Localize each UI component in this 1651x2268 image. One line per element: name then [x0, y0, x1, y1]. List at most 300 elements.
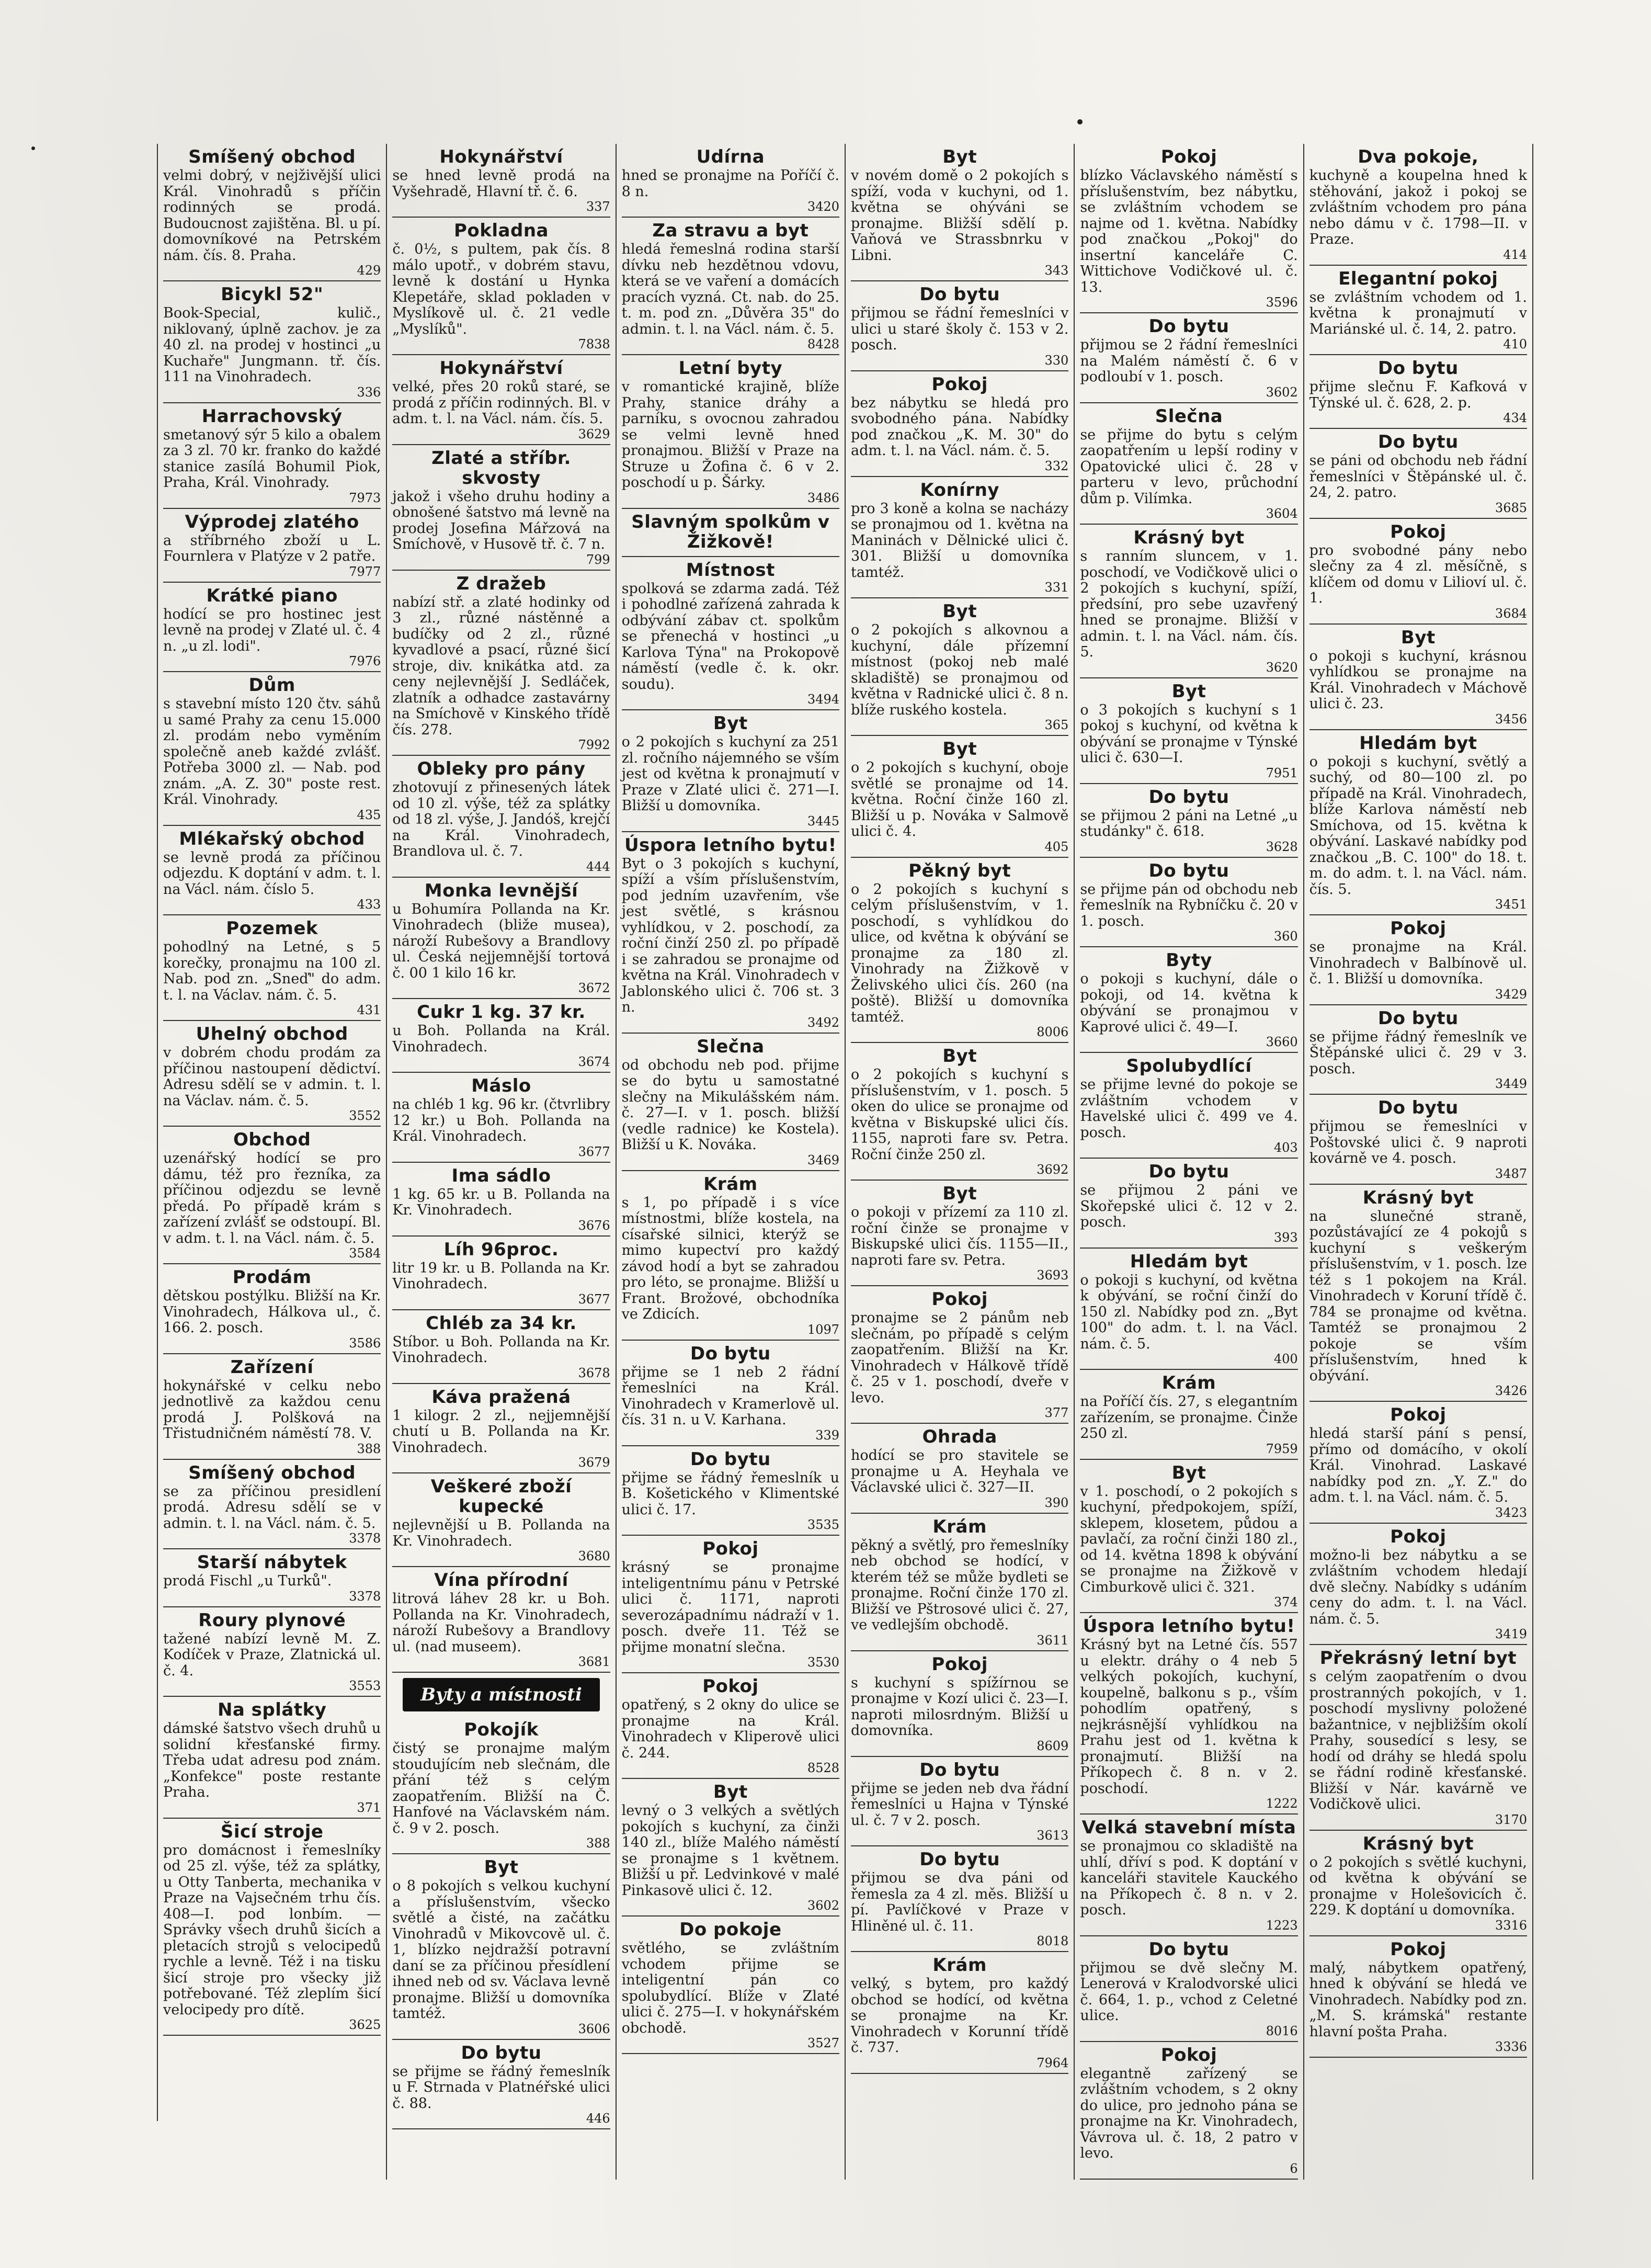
classified-ad	[392, 1854, 610, 2040]
ad-text: se přijmou 2 páni ve Skořepské ulici č. 12 v 2. posch.	[1080, 1182, 1298, 1230]
classified-ad	[622, 1917, 839, 2054]
ad-text: bez nábytku se hledá pro svobodného pána. Nabídky pod značkou „K. M. 30" do adm. t. l. na Václ. nám. č. 5.	[851, 394, 1069, 459]
ad-title: Pokoj	[1390, 1526, 1447, 1547]
classified-ad	[851, 598, 1068, 736]
ad-title: Byt	[942, 1046, 977, 1067]
ad-title: Konírny	[920, 479, 999, 501]
ad-title: Cukr 1 kg. 37 kr.	[417, 1002, 586, 1023]
classified-ad	[1080, 1460, 1297, 1614]
ad-title: Do bytu	[1148, 786, 1229, 808]
ad-title: Výprodej zlatého	[185, 511, 359, 532]
ad-number: 7977	[349, 564, 381, 579]
ad-text: světlého, se zvláštním vchodem přijme se inteligentní pán co spolubydlící. Blíže v Zlaté ulici č. 275—I. v hokynářském obchodě.	[621, 1940, 839, 2036]
ad-title: Krám	[932, 1955, 987, 1976]
classified-ad	[851, 1514, 1068, 1651]
ad-title: Smíšený obchod	[188, 146, 356, 167]
ad-title: Krátké piano	[206, 585, 338, 606]
ad-text: o pokoji v přízemí za 110 zl. roční činže se pronajme v Biskupské ulici čís. 1155—II., naproti fare sv. Petra.	[851, 1204, 1069, 1268]
ad-number: 3584	[349, 1246, 381, 1261]
ad-text: přijmou se řádní řemeslníci v ulici u staré školy č. 153 v 2. posch.	[851, 305, 1069, 353]
ad-title: Do bytu	[919, 1759, 1000, 1781]
ad-title: Do bytu	[1377, 358, 1459, 379]
ad-title: Místnost	[686, 559, 775, 581]
ad-text: nejlevnější u B. Pollanda na Kr. Vinohradech.	[392, 1517, 610, 1549]
classified-ad	[1080, 1159, 1297, 1249]
ad-number: 1223	[1266, 1918, 1298, 1933]
ad-number: 446	[586, 2111, 610, 2126]
ad-number: 405	[1044, 839, 1069, 854]
ad-text: na slunečné straně, pozůstávající ze 4 pokojů s kuchyní s veškerým příslušenstvím, v 1. posch. lze též s 1 pokojem na Král. Vinohradech v Koruní třídě č. 784 se pronajme od května. Tamtéž se pronajmou 2 pokoje se vším příslušenstvím, hned k obývání.	[1309, 1208, 1527, 1384]
ad-number: 388	[357, 1441, 381, 1456]
section-banner: Byty a místnosti	[403, 1678, 599, 1711]
classified-ad	[851, 371, 1068, 477]
classified-ad	[851, 1043, 1068, 1181]
classified-ad	[1080, 1815, 1297, 1936]
ad-number: 3170	[1495, 1812, 1527, 1827]
ad-number: 3680	[578, 1549, 610, 1563]
classified-ad	[1310, 1095, 1527, 1185]
ad-title: Prodám	[232, 1267, 312, 1288]
ad-number: 377	[1044, 1405, 1069, 1420]
classified-ad	[1310, 625, 1527, 730]
ad-title: Byt	[942, 601, 977, 622]
ad-title: Pokojík	[464, 1719, 539, 1740]
ad-title: Starší nábytek	[197, 1552, 347, 1573]
classified-ad	[163, 915, 381, 1021]
ad-text: zhotovují z přinesených látek od 10 zl. výše, též za splátky od 18 zl. výše, J. Jandóš, krejčí na Král. Vinohradech, Brandlova ul. č. 7.	[392, 779, 610, 859]
ad-text: od obchodu neb pod. přijme se do bytu u samostatné slečny na Mikulášském nám. č. 27—I. v 1. posch. bližší (vedle radnice) ke Kostela). Bližší u K. Nováka.	[621, 1057, 839, 1153]
ad-title: Hledám byt	[1130, 1251, 1248, 1272]
ad-text: přijme se 1 neb 2 řádní řemeslníci na Král. Vinohradech v Kramerlově ul. čís. 31 n. u V. Karhana.	[621, 1364, 839, 1428]
ad-title: Do bytu	[1148, 860, 1229, 881]
classified-ad	[1310, 266, 1527, 356]
ad-title: Máslo	[471, 1075, 531, 1096]
ad-number: 8016	[1266, 2023, 1298, 2038]
classified-ad	[163, 144, 381, 281]
ad-number: 3420	[807, 199, 839, 214]
classified-ad	[163, 1021, 381, 1127]
classified-ad	[1080, 1249, 1297, 1370]
ad-title: Do bytu	[1148, 1161, 1229, 1182]
ad-title: Zařízení	[230, 1356, 314, 1378]
ad-text: opatřený, s 2 okny do ulice se pronajme na Král. Vinohradech v Kliperově ulici č. 244.	[621, 1697, 839, 1761]
classified-ad	[163, 1607, 381, 1697]
ad-number: 3684	[1495, 606, 1527, 621]
ad-number: 3611	[1037, 1632, 1069, 1648]
ad-text: levný o 3 velkých a světlých pokojích s kuchyní, za činži 140 zl., blíže Malého náměstí se pronajme s 1 květnem. Bližší u př. Ledvinkové v malé Pinkasově ulici č. 12.	[621, 1802, 839, 1899]
ad-column	[158, 144, 387, 2180]
ad-text: o 8 pokojích s velkou kuchyní a příslušenstvím, všecko světlé a čisté, na začátku Vinohradů v Mikovcově ul. č. 1, blízko nejdražší potravní daní se za příčinou přesídlení ihned neb od sv. Václava levně pronajme. Bližší u domovníka tamtéž.	[392, 1878, 610, 2022]
ad-text: přijme slečnu F. Kafková v Týnské ul. č. 628, 2. p.	[1309, 379, 1527, 411]
classified-ad	[622, 355, 839, 509]
classified-ad	[1080, 525, 1297, 678]
ad-text: se přijme se řádný řemeslník u F. Strnada v Platnéřské ulici č. 88.	[392, 2063, 610, 2112]
ad-title: Hokynářství	[439, 146, 563, 167]
ad-number: 6	[1290, 2161, 1298, 2176]
ad-title: Pokoj	[931, 1653, 988, 1675]
ad-title: Ima sádlo	[451, 1165, 551, 1186]
ad-text: hodící se pro stavitele se pronajme u A. Heyhala ve Václavské ulici č. 327—II.	[851, 1447, 1069, 1495]
ad-number: 433	[357, 897, 381, 912]
classified-ad	[1310, 1645, 1527, 1831]
classified-ad	[622, 1446, 839, 1536]
ad-column	[1075, 144, 1304, 2180]
ad-text: prodá Fischl „u Turků".	[163, 1573, 332, 1589]
ad-text: se přijme do bytu s celým zaopatřením u lepší rodiny v Opatovické ulici č. 28 v parteru v levo, průchodní dům p. Vilímka.	[1080, 426, 1298, 507]
ad-title: Harrachovský	[201, 405, 343, 427]
classified-ad	[163, 281, 381, 403]
ad-title: Pokoj	[702, 1676, 759, 1697]
classified-ad	[392, 1567, 610, 1673]
ad-title: Roury plynové	[198, 1609, 346, 1631]
classified-ad	[392, 1310, 610, 1384]
ad-title: Do bytu	[1148, 1938, 1229, 1960]
ad-number: 8528	[807, 1761, 839, 1775]
ad-text: Stíbor. u Boh. Pollanda na Kr. Vinohradech.	[392, 1333, 610, 1366]
classified-ad	[1080, 403, 1297, 525]
ad-number: 393	[1273, 1230, 1298, 1245]
classified-ad	[851, 281, 1068, 371]
ad-title: Pokoj	[931, 373, 988, 395]
classified-ad	[622, 710, 839, 832]
classified-ad	[1310, 1524, 1527, 1646]
ad-title: Monka levnější	[424, 880, 578, 901]
ad-title: Byt	[942, 739, 977, 759]
ad-title: Dva pokoje,	[1358, 146, 1479, 167]
classified-ad	[622, 1034, 839, 1171]
ad-text: a stříbrného zboží u L. Fournlera v Platýze v 2 patře.	[163, 532, 381, 564]
ad-title: Do bytu	[461, 2042, 542, 2063]
ad-title: Krásný byt	[1362, 1833, 1474, 1854]
ad-title: Byt	[942, 146, 977, 167]
classified-ad	[1080, 144, 1297, 313]
ad-number: 403	[1273, 1140, 1298, 1155]
ad-text: s stavební místo 120 čtv. sáhů u samé Prahy za cenu 15.000 zl. prodám nebo vyměním společně aneb každé zvlášť. Potřeba 3000 zl. — Nab. pod znám. „A. Z. 30" poste rest. Král. Vinohrady.	[163, 696, 381, 808]
ad-text: se pronajme na Král. Vinohradech v Balbínově ul. č. 1. Bližší u domovníka.	[1309, 939, 1527, 987]
ad-title: Letní byty	[678, 358, 783, 379]
ad-number: 3660	[1266, 1035, 1298, 1049]
ad-text: Byt o 3 pokojích s kuchyní, spíží a vším příslušenstvím, pod jedním uzavřením, vše jest světlé, s krásnou vyhlídkou, v 2. poschodí, za roční činží 250 zl. po případě i se zahradou se pronajme od května na Král. Vinohradech v Jablonského ulici č. 706 st. 3 n.	[621, 855, 839, 1015]
classified-ad	[851, 144, 1068, 281]
ad-title: Do bytu	[1148, 316, 1229, 337]
classified-ad	[1080, 313, 1297, 403]
ad-number: 429	[357, 263, 381, 278]
ad-title: Úspora letního bytu!	[1083, 1616, 1295, 1637]
ad-title: Spolubydlící	[1126, 1056, 1252, 1076]
ad-number: 3606	[578, 2021, 610, 2036]
ad-text: hned se pronajme na Poříčí č. 8 n.	[621, 167, 839, 200]
ad-text: u Boh. Pollanda na Král. Vinohradech.	[392, 1023, 610, 1055]
ad-text: s 1, po případě i s více místnostmi, blíže kostela, na císařské silnici, kterýž se mimo kupectví pro každý závod hodí a byt se zahradou pro léto, se pronajme. Bližší u Frant. Brožové, obchodníka ve Zdicích.	[621, 1194, 839, 1322]
ad-text: pohodlný na Letné, s 5 korečky, pronajmu na 100 zl. Nab. pod zn. „Sneď" do adm. t. l. na Václav. nám. č. 5.	[163, 939, 381, 1003]
classified-ad	[1310, 1936, 1527, 2058]
classified-ad	[622, 557, 839, 711]
ad-text: elegantně zařízený se zvláštním vchodem, s 2 okny do ulice, pro jednoho pána se pronajme na Kr. Vinohradech, Vávrova ul. č. 18, 2 patro v levo.	[1080, 2065, 1298, 2161]
ad-text: v 1. poschodí, o 2 pokojích s kuchyní, předpokojem, spíží, sklepem, klosetem, půdou a pavlačí, za roční činži 180 zl., od 14. května 1898 k obývání se pronajme na Žižkově v Cimburkově ulici č. 321.	[1080, 1483, 1298, 1595]
ad-number: 332	[1044, 458, 1069, 473]
classified-ad	[392, 756, 610, 878]
ad-text: litrová láhev 28 kr. u Boh. Pollanda na Kr. Vinohradech, nároží Rubešovy a Brandlovy ul. (nad museem).	[392, 1591, 610, 1655]
ad-number: 3586	[349, 1335, 381, 1351]
classified-ad	[163, 1697, 381, 1819]
ad-number: 8428	[807, 337, 839, 351]
classified-ad	[851, 477, 1068, 599]
ad-title: Pokoj	[1160, 146, 1217, 167]
ad-column	[617, 144, 846, 2180]
ad-title: Pěkný byt	[908, 860, 1011, 881]
classified-ad	[1310, 1831, 1527, 1936]
ad-number: 3625	[349, 2017, 381, 2032]
ad-number: 3316	[1495, 1918, 1527, 1933]
ad-title: Byt	[484, 1857, 519, 1878]
ad-text: o 2 pokojích s kuchyní za 251 zl. ročního nájemného se vším jest od května k pronajmutí v Praze v Zlaté ulici č. 271—I. Bližší u domovníka.	[621, 734, 839, 814]
ad-title: Líh 96proc.	[443, 1239, 559, 1260]
ad-text: o 2 pokojích s světlé kuchyni, od května k obývání se pronajme v Holešovicích č. 229. K doptání u domovníka.	[1309, 1854, 1527, 1918]
classified-ad	[1310, 144, 1527, 266]
classified-ad	[1310, 1185, 1527, 1402]
ad-text: hodící se pro hostinec jest levně na prodej v Zlaté ul. č. 4 n. „u zl. lodi".	[163, 606, 381, 654]
ad-number: 431	[357, 1003, 381, 1017]
ad-number: 8609	[1037, 1738, 1069, 1753]
ad-text: s celým zaopatřením o dvou prostranných pokojích, v 1. poschodí myslivny položené bažantnice, v nejbližším okolí Prahy, sousedící s lesy, se hodí od dráhy se hledá spolu se řádní rodině křesťanské. Bližší v Nár. kavárně ve Vodičkově ulici.	[1309, 1669, 1527, 1812]
ad-title: Na splátky	[217, 1699, 327, 1720]
ad-number: 3692	[1037, 1162, 1069, 1177]
ad-title: Chléb za 34 kr.	[426, 1312, 577, 1334]
ad-column	[387, 144, 616, 2180]
ad-title: Do bytu	[690, 1448, 771, 1470]
classified-ad	[1310, 1402, 1527, 1524]
ad-text: se přijme pán od obchodu neb řemeslník na Rybníčku č. 20 v 1. posch.	[1080, 881, 1298, 929]
ad-number: 336	[357, 384, 381, 400]
classified-ad	[622, 1673, 839, 1779]
ad-number: 360	[1273, 929, 1298, 944]
ad-number: 3494	[807, 692, 839, 707]
ad-number: 3419	[1495, 1627, 1527, 1641]
ad-number: 3604	[1266, 506, 1298, 521]
ad-number: 3693	[1037, 1268, 1069, 1283]
ad-number: 7964	[1037, 2055, 1069, 2070]
classified-ad	[392, 1073, 610, 1163]
classified-ad	[1310, 429, 1527, 519]
classified-ad	[163, 509, 381, 583]
ad-number: 414	[1503, 247, 1527, 262]
classified-ad	[851, 858, 1068, 1044]
ad-text: pro svobodné pány nebo slečny za 4 zl. měsíčně, s klíčem od domu v Lilioví ul. č. 1.	[1309, 542, 1527, 606]
ad-title: Hledám byt	[1359, 732, 1477, 754]
ad-column	[1304, 144, 1533, 2180]
classified-ad	[392, 445, 610, 571]
ad-text: o pokoji s kuchyní, dále o pokoji, od 14. května k obývání se pronajmou v Kaprové ulici č. 49—I.	[1080, 971, 1298, 1035]
ad-title: Do bytu	[1377, 432, 1459, 452]
ad-text: se přijme levné do pokoje se zvláštním vchodem v Havelské ulici č. 499 ve 4. posch.	[1080, 1076, 1298, 1141]
ad-title: Pozemek	[226, 918, 318, 939]
ad-number: 388	[586, 1836, 610, 1851]
ad-number: 3336	[1495, 2039, 1527, 2054]
ad-number: 3426	[1495, 1384, 1527, 1398]
ad-text: smetanový sýr 5 kilo a obalem za 3 zl. 70 kr. franko do každé stanice zasílá Bohumil Piok, Praha, Král. Vinohrady.	[163, 426, 381, 491]
ad-title: Obchod	[233, 1129, 311, 1150]
ad-title: Byt	[1400, 627, 1436, 648]
ad-number: 3602	[1266, 384, 1298, 400]
ad-number: 7976	[349, 654, 381, 668]
ad-title: Pokladna	[454, 220, 549, 241]
ad-title: Dům	[248, 675, 295, 696]
ad-title: Udírna	[696, 146, 765, 167]
classified-ad	[1310, 1005, 1527, 1095]
ad-text: spolková se zdarma zadá. Též i pohodlné zařízená zahrada k odbývání zábav ct. spolkům se přenechá v hostinci „u Karlova Týna" na Prokopově náměstí (vedle č. k. okr. soudu).	[621, 580, 839, 693]
ad-number: 343	[1044, 263, 1069, 278]
ink-speck	[31, 146, 35, 150]
ad-title: Z dražeb	[456, 573, 546, 594]
ad-number: 435	[357, 807, 381, 822]
ad-text: se levně prodá za příčinou odjezdu. K doptání v adm. t. l. na Václ. nám. číslo 5.	[163, 849, 381, 898]
ad-title: Elegantní pokoj	[1338, 268, 1498, 289]
ad-number: 390	[1044, 1495, 1069, 1510]
ad-text: dětskou postýlku. Bližší na Kr. Vinohradech, Hálkova ul., č. 166. 2. posch.	[163, 1288, 381, 1336]
classified-ad	[392, 144, 610, 218]
ad-text: na chléb 1 kg. 96 kr. (čtvrlibry 12 kr.) u Boh. Pollanda na Král. Vinohradech.	[392, 1096, 610, 1144]
ad-number: 410	[1503, 337, 1527, 351]
ad-text: kuchyně a koupelna hned k stěhování, jakož i pokoj se zvláštním vchodem pro pána nebo dámu v č. 1798—II. v Praze.	[1309, 167, 1527, 247]
ad-text: litr 19 kr. u B. Pollanda na Kr. Vinohradech.	[392, 1260, 610, 1292]
ad-number: 3486	[807, 490, 839, 505]
ad-text: přijmou se 2 řádní řemeslníci na Malém náměstí č. 6 v podloubí v 1. posch.	[1080, 337, 1298, 385]
ad-title: Pokoj	[1390, 918, 1447, 939]
ad-number: 3469	[807, 1152, 839, 1167]
ad-number: 3535	[807, 1517, 839, 1532]
classified-ad	[392, 999, 610, 1073]
ad-number: 337	[586, 199, 610, 214]
ad-number: 3445	[807, 813, 839, 829]
ad-number: 3530	[807, 1655, 839, 1670]
classified-ad	[392, 1384, 610, 1474]
ad-title: Byt	[1171, 681, 1206, 702]
ad-title: Do bytu	[1377, 1007, 1459, 1029]
ad-title: Byt	[942, 1183, 977, 1204]
ad-title: Obleky pro pány	[417, 758, 586, 779]
ad-text: přijmou se dva páni od řemesla za 4 zl. měs. Bližší u pí. Pavlíčkové v Praze v Hliněné ul. č. 11.	[851, 1870, 1069, 1934]
classified-ad	[622, 832, 839, 1034]
ad-title: Krám	[703, 1173, 758, 1195]
ad-title: Krám	[1162, 1373, 1216, 1393]
classified-ad	[163, 403, 381, 509]
ad-text: hledá starší pání s pensí, přímo od domácího, v okolí Král. Vinohrad. Laskavé nabídky pod zn. „Y. Z." do adm. t. l. na Václ. nám. č. 5.	[1309, 1425, 1527, 1505]
ad-title: Slečna	[1155, 405, 1223, 427]
classified-ad	[163, 583, 381, 673]
classified-ad	[163, 1264, 381, 1354]
ad-text: v dobrém chodu prodám za příčinou nastoupení dědictví. Adresu sdělí se v admin. t. l. na Václav. nám. č. 5.	[163, 1045, 381, 1109]
ad-number: 3677	[578, 1291, 610, 1307]
ad-title: Mlékařský obchod	[179, 828, 365, 849]
classified-ad	[1080, 2042, 1297, 2180]
ad-number: 3679	[578, 1455, 610, 1470]
classified-ad	[163, 1460, 381, 1550]
ad-number: 7992	[578, 738, 610, 752]
classified-ad	[622, 1341, 839, 1446]
ad-text: pro domácnost i řemeslníky od 25 zl. výše, též za splátky, u Otty Tanberta, mechanika v Praze na Vajsečném trhu čís. 408—I. pod lonbím. — Správky všech druhů šicích a pletacích strojů s velocipedů rychle a levně. Též i na tisku šicí stroje pro všecky již potřebované. Též zleplím šicí velocipedy pro dítě.	[163, 1842, 381, 2018]
classified-ad	[392, 218, 610, 355]
ad-number: 7838	[578, 337, 610, 351]
ad-number: 3449	[1495, 1076, 1527, 1091]
classified-ad	[622, 144, 839, 218]
ad-number: 3527	[807, 2036, 839, 2050]
ad-text: velmi dobrý, v nejživější ulici Král. Vinohradů s příčin rodinných se prodá. Budoucnost zajištěna. Bl. u pí. domovníkové na Petrském nám. čís. 8. Praha.	[163, 167, 381, 264]
ad-number: 3677	[578, 1144, 610, 1159]
classified-ad	[851, 1757, 1068, 1847]
ad-title: Byt	[1171, 1462, 1206, 1483]
ad-text: blízko Václavského náměstí s příslušenstvím, bez nábytku, se zvláštním vchodem se najme od 1. května. Nabídky pod značkou „Pokoj" do insertní kanceláře C. Wittichove Vodičkové ul. č. 13.	[1080, 167, 1298, 296]
ad-title: Krásný byt	[1362, 1187, 1474, 1208]
classified-ad	[622, 218, 839, 355]
ad-title: Do bytu	[919, 1849, 1000, 1870]
classified-ad	[1080, 947, 1297, 1053]
ad-text: přijmou se řemeslníci v Poštovské ulici č. 9 naproti kovárně ve 4. posch.	[1309, 1118, 1527, 1166]
ad-number: 3685	[1495, 500, 1527, 515]
ad-title: Do bytu	[919, 284, 1000, 305]
ad-text: se přijmou 2 páni na Letné „u studánky" č. 618.	[1080, 807, 1298, 840]
classified-ad	[163, 672, 381, 826]
ad-text: přijme se řádný řemeslník u B. Košetického v Klimentské ulici č. 17.	[621, 1469, 839, 1518]
ad-number: 3678	[578, 1365, 610, 1380]
ad-text: velké, přes 20 roků staré, se prodá z příčin rodinných. Bl. v adm. t. l. na Václ. nám. čís. 5.	[392, 379, 610, 427]
ad-number: 8018	[1037, 1934, 1069, 1948]
ad-number: 434	[1503, 411, 1527, 425]
classified-ad	[1310, 730, 1527, 916]
ink-speck	[1077, 119, 1083, 124]
ad-number: 374	[1273, 1595, 1298, 1609]
ad-number: 339	[815, 1427, 839, 1443]
classified-ad	[1310, 519, 1527, 625]
ad-title: Krásný byt	[1133, 527, 1245, 548]
ad-text: nabízí stř. a zlaté hodinky od 3 zl., různé nástěnné a budíčky od 2 zl., různé kyvadlové a psací, různé šicí stroje, div. knikátka atd. za ceny nejlevnější J. Sedláček, zlatník a odhadce zastavárny na Smíchově v Kinského třídě čís. 278.	[392, 594, 610, 738]
ad-number: 3378	[349, 1589, 381, 1604]
classified-ad	[163, 1819, 381, 2036]
classified-ad	[392, 878, 610, 1000]
ad-title: Pokoj	[931, 1289, 988, 1310]
ad-text: se za příčinou presidlení prodá. Adresu sdělí se v admin. t. l. na Václ. nám. č. 5.	[163, 1483, 381, 1532]
ad-title: Do pokoje	[679, 1919, 782, 1940]
ad-text: přijmou se dvě slečny M. Lenerová v Kralodvorské ulici č. 664, 1. p., vchod z Celetné ulice.	[1080, 1959, 1298, 2024]
ad-title: Byty	[1166, 950, 1212, 971]
ad-text: se hned levně prodá na Vyšehradě, Hlavní tř. č. 6.	[392, 167, 610, 200]
ad-title: Krám	[932, 1516, 987, 1537]
classified-ad	[163, 1549, 381, 1607]
ad-title: Úspora letního bytu!	[624, 834, 837, 856]
ad-number: 7959	[1266, 1441, 1298, 1456]
ad-number: 330	[1044, 353, 1069, 368]
classified-ad	[392, 1163, 610, 1237]
ad-title: Slečna	[697, 1036, 765, 1057]
ad-number: 3492	[807, 1015, 839, 1030]
classified-ad	[1310, 915, 1527, 1005]
ad-text: o 2 pokojích s kuchyní s příslušenstvím, v 1. posch. 5 oken do ulice se pronajme od května v Biskupské ulici čís. 1155, naproti fare sv. Petra. Roční činže 250 zl.	[851, 1067, 1069, 1163]
classified-ad	[851, 1424, 1068, 1514]
ad-number: 3596	[1266, 295, 1298, 310]
ad-title: Uhelný obchod	[196, 1024, 348, 1045]
classified-ad	[163, 826, 381, 916]
ad-text: přijme se jeden neb dva řádní řemeslníci u Hajna v Týnské ul. č. 7 v 2. posch.	[851, 1780, 1069, 1829]
ad-text: se pronajmou co skladiště na uhlí, dříví s pod. K doptání v kanceláři stavitele Kauckého na Příkopech č. 8 n. v 2. posch.	[1080, 1838, 1298, 1918]
ad-title: Pokoj	[702, 1538, 759, 1559]
ad-text: hokynářské v celku nebo jednotlivě za každou cenu prodá J. Polšková na Třistudničném náměstí 78. V.	[163, 1377, 381, 1442]
ad-text: Book-Special, kulič., niklovaný, úplně zachov. je za 40 zl. na prodej v hostinci „u Kuchaře" Jungmann. tř. čís. 111 na Vinohradech.	[163, 305, 381, 385]
ad-text: o 3 pokojích s kuchyní s 1 pokoj s kuchyní, od května k obývání se pronajme v Týnské ulici č. 630—I.	[1080, 701, 1298, 766]
ad-text: tažené nabízí levně M. Z. Kodíček v Praze, Zlatnická ul. č. 4.	[163, 1630, 381, 1679]
ad-text: o pokoji s kuchyní, světlý a suchý, od 80—100 zl. po případě na Král. Vinohradech, blíže Karlova náměstí neb Smíchova, od 15. května k obývání. Laskavé nabídky pod značkou „B. C. 100" do 18. t. m. do adm. t. l. na Václ. nám. čís. 5.	[1309, 753, 1527, 898]
ad-text: o pokoji s kuchyní, od května k obývání, se roční činží do 150 zl. Nabídky pod zn. „Byt 100" do adm. t. l. na Václ. nám. č. 5.	[1080, 1272, 1298, 1352]
ad-title: Byt	[713, 713, 748, 734]
classified-ad	[851, 1846, 1068, 1952]
